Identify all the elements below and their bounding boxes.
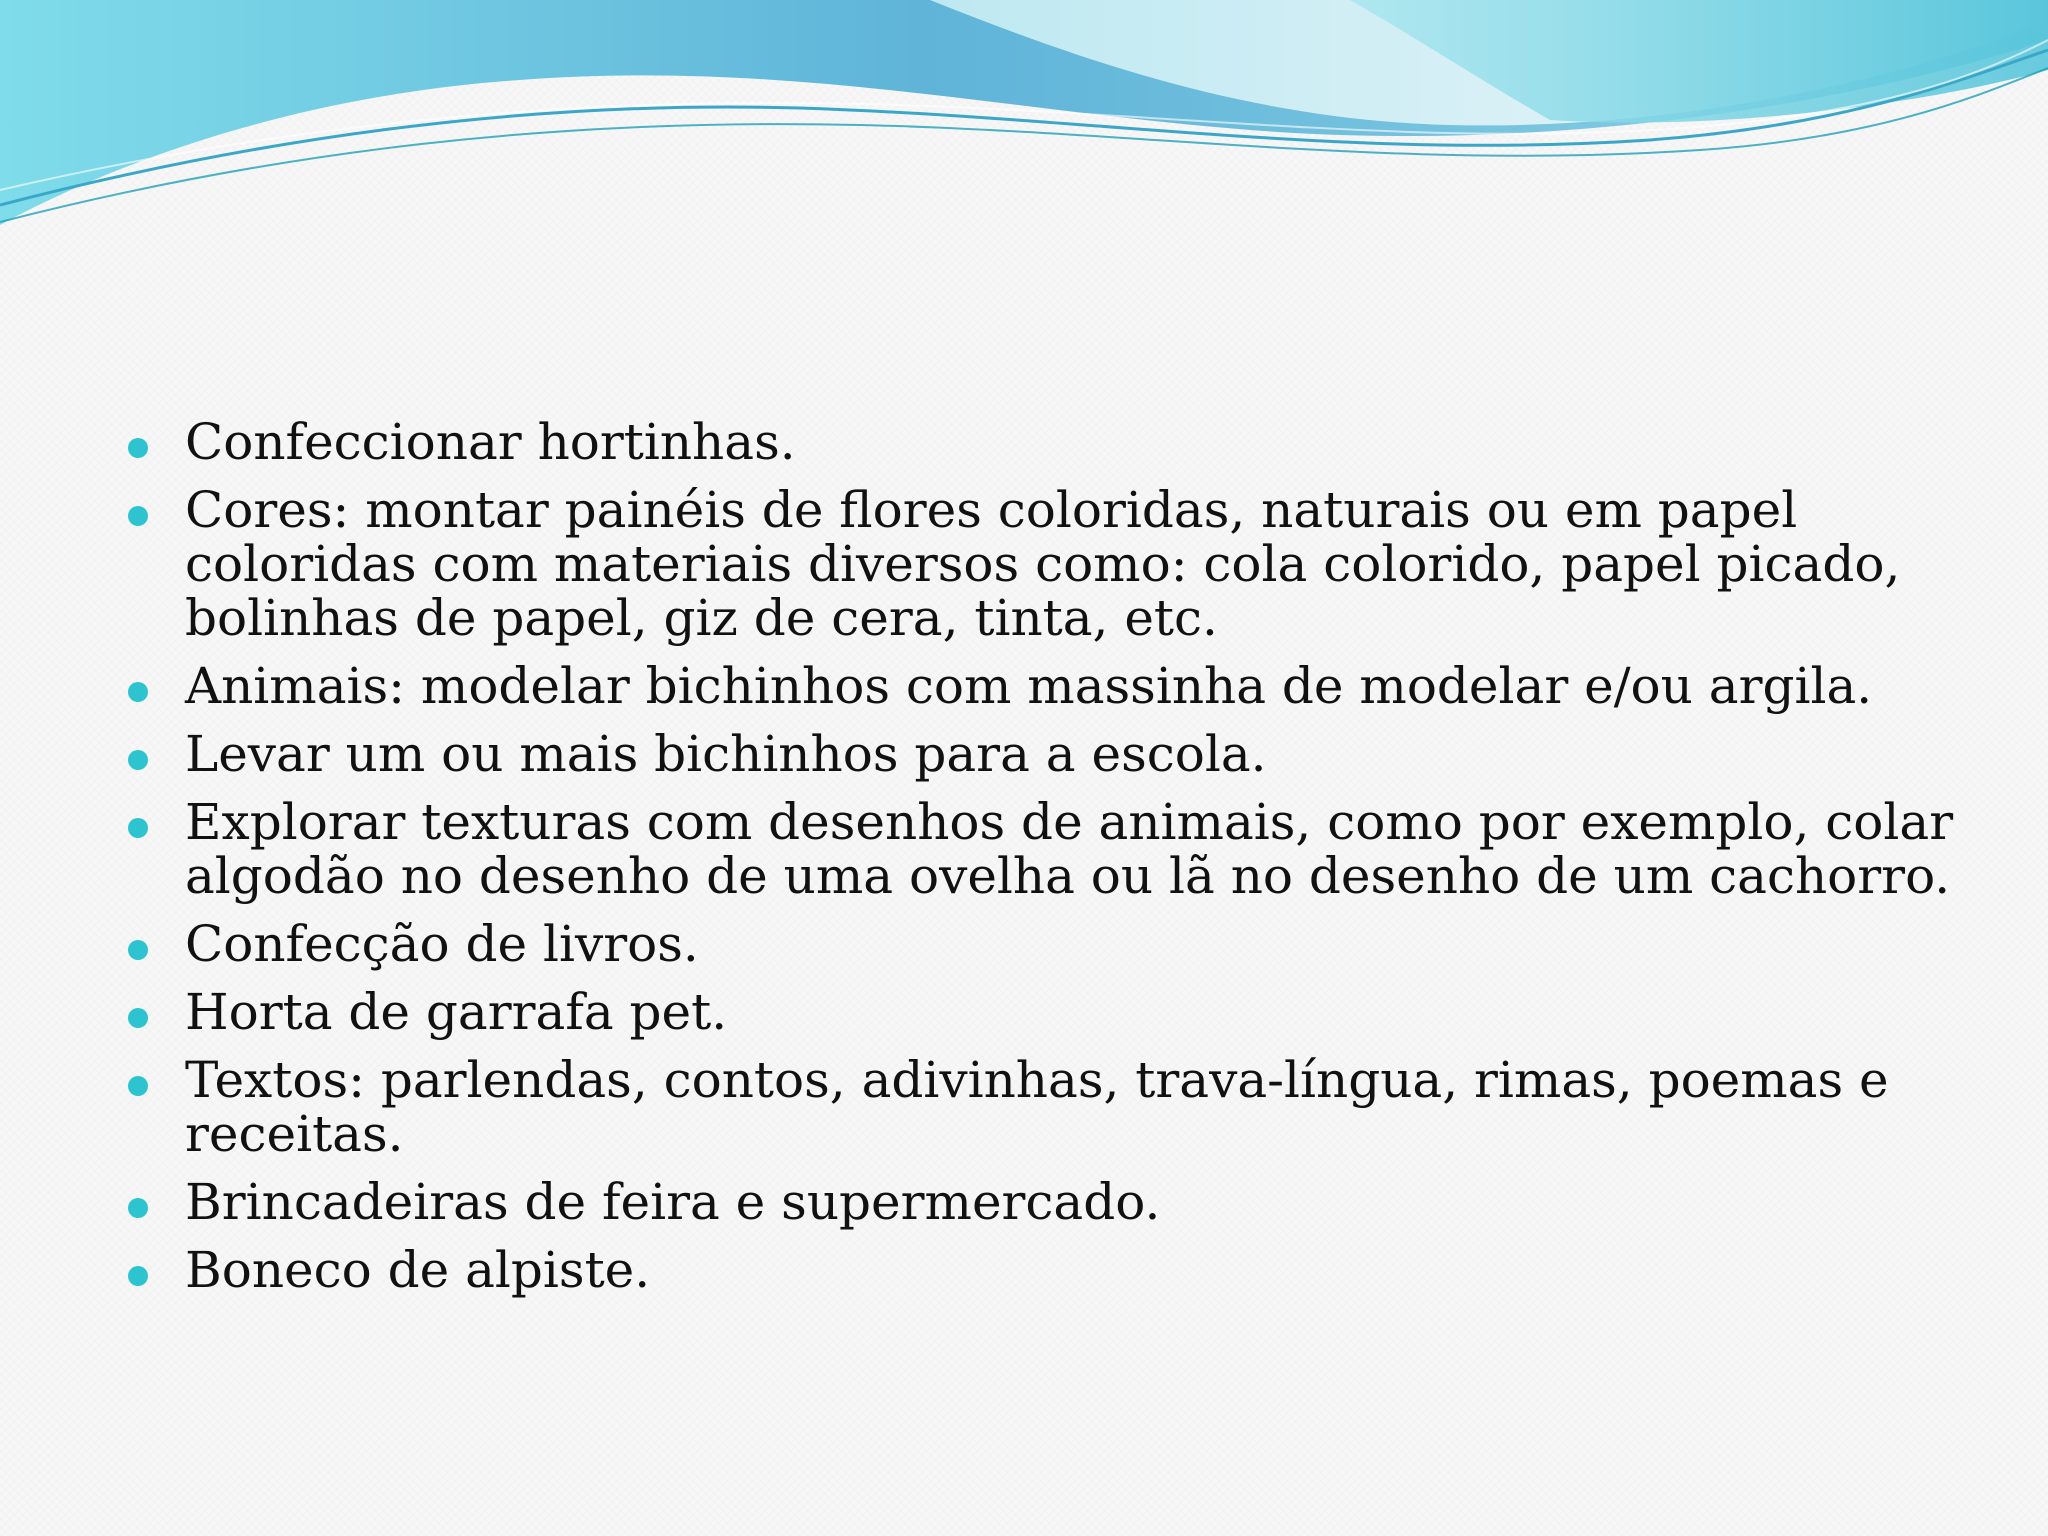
list-item-text: Confeccionar hortinhas.: [185, 413, 796, 471]
list-item: [125, 795, 1985, 903]
list-item: [125, 659, 1985, 713]
list-item-text: Horta de garrafa pet.: [185, 983, 728, 1041]
bullet-dot-icon: [128, 940, 148, 960]
bullet-dot-icon: [128, 682, 148, 702]
list-item-text: Confecção de livros.: [185, 915, 699, 973]
list-item-text: Cores: montar painéis de flores coloridas, naturais ou em papel coloridas com materiais diversos como: cola colorido, papel picado, bolinhas de papel, giz de cera, tinta, etc.: [185, 481, 1901, 647]
list-item-text: Levar um ou mais bichinhos para a escola.: [185, 725, 1267, 783]
list-item-text: Explorar texturas com desenhos de animais, como por exemplo, colar algodão no desenho de uma ovelha ou lã no desenho de um cachorro.: [185, 793, 1954, 905]
bullet-dot-icon: [128, 1266, 148, 1286]
list-item: [125, 985, 1985, 1039]
bullet-dot-icon: [128, 1076, 148, 1096]
list-item: [125, 1175, 1985, 1229]
list-item-text: Animais: modelar bichinhos com massinha de modelar e/ou argila.: [185, 657, 1873, 715]
bullet-dot-icon: [128, 438, 148, 458]
list-item: [125, 1243, 1985, 1297]
bullet-dot-icon: [128, 750, 148, 770]
list-item: [125, 483, 1985, 645]
bullet-dot-icon: [128, 506, 148, 526]
list-item-text: Textos: parlendas, contos, adivinhas, trava-língua, rimas, poemas e receitas.: [185, 1051, 1889, 1163]
list-item-text: Brincadeiras de feira e supermercado.: [185, 1173, 1161, 1231]
bullet-list: [125, 415, 1985, 1311]
wave-header-decoration: [0, 0, 2048, 240]
list-item: [125, 727, 1985, 781]
list-item: [125, 415, 1985, 469]
list-item: [125, 1053, 1985, 1161]
bullet-dot-icon: [128, 1198, 148, 1218]
list-item: [125, 917, 1985, 971]
bullet-dot-icon: [128, 1008, 148, 1028]
list-item-text: Boneco de alpiste.: [185, 1241, 651, 1299]
bullet-dot-icon: [128, 818, 148, 838]
